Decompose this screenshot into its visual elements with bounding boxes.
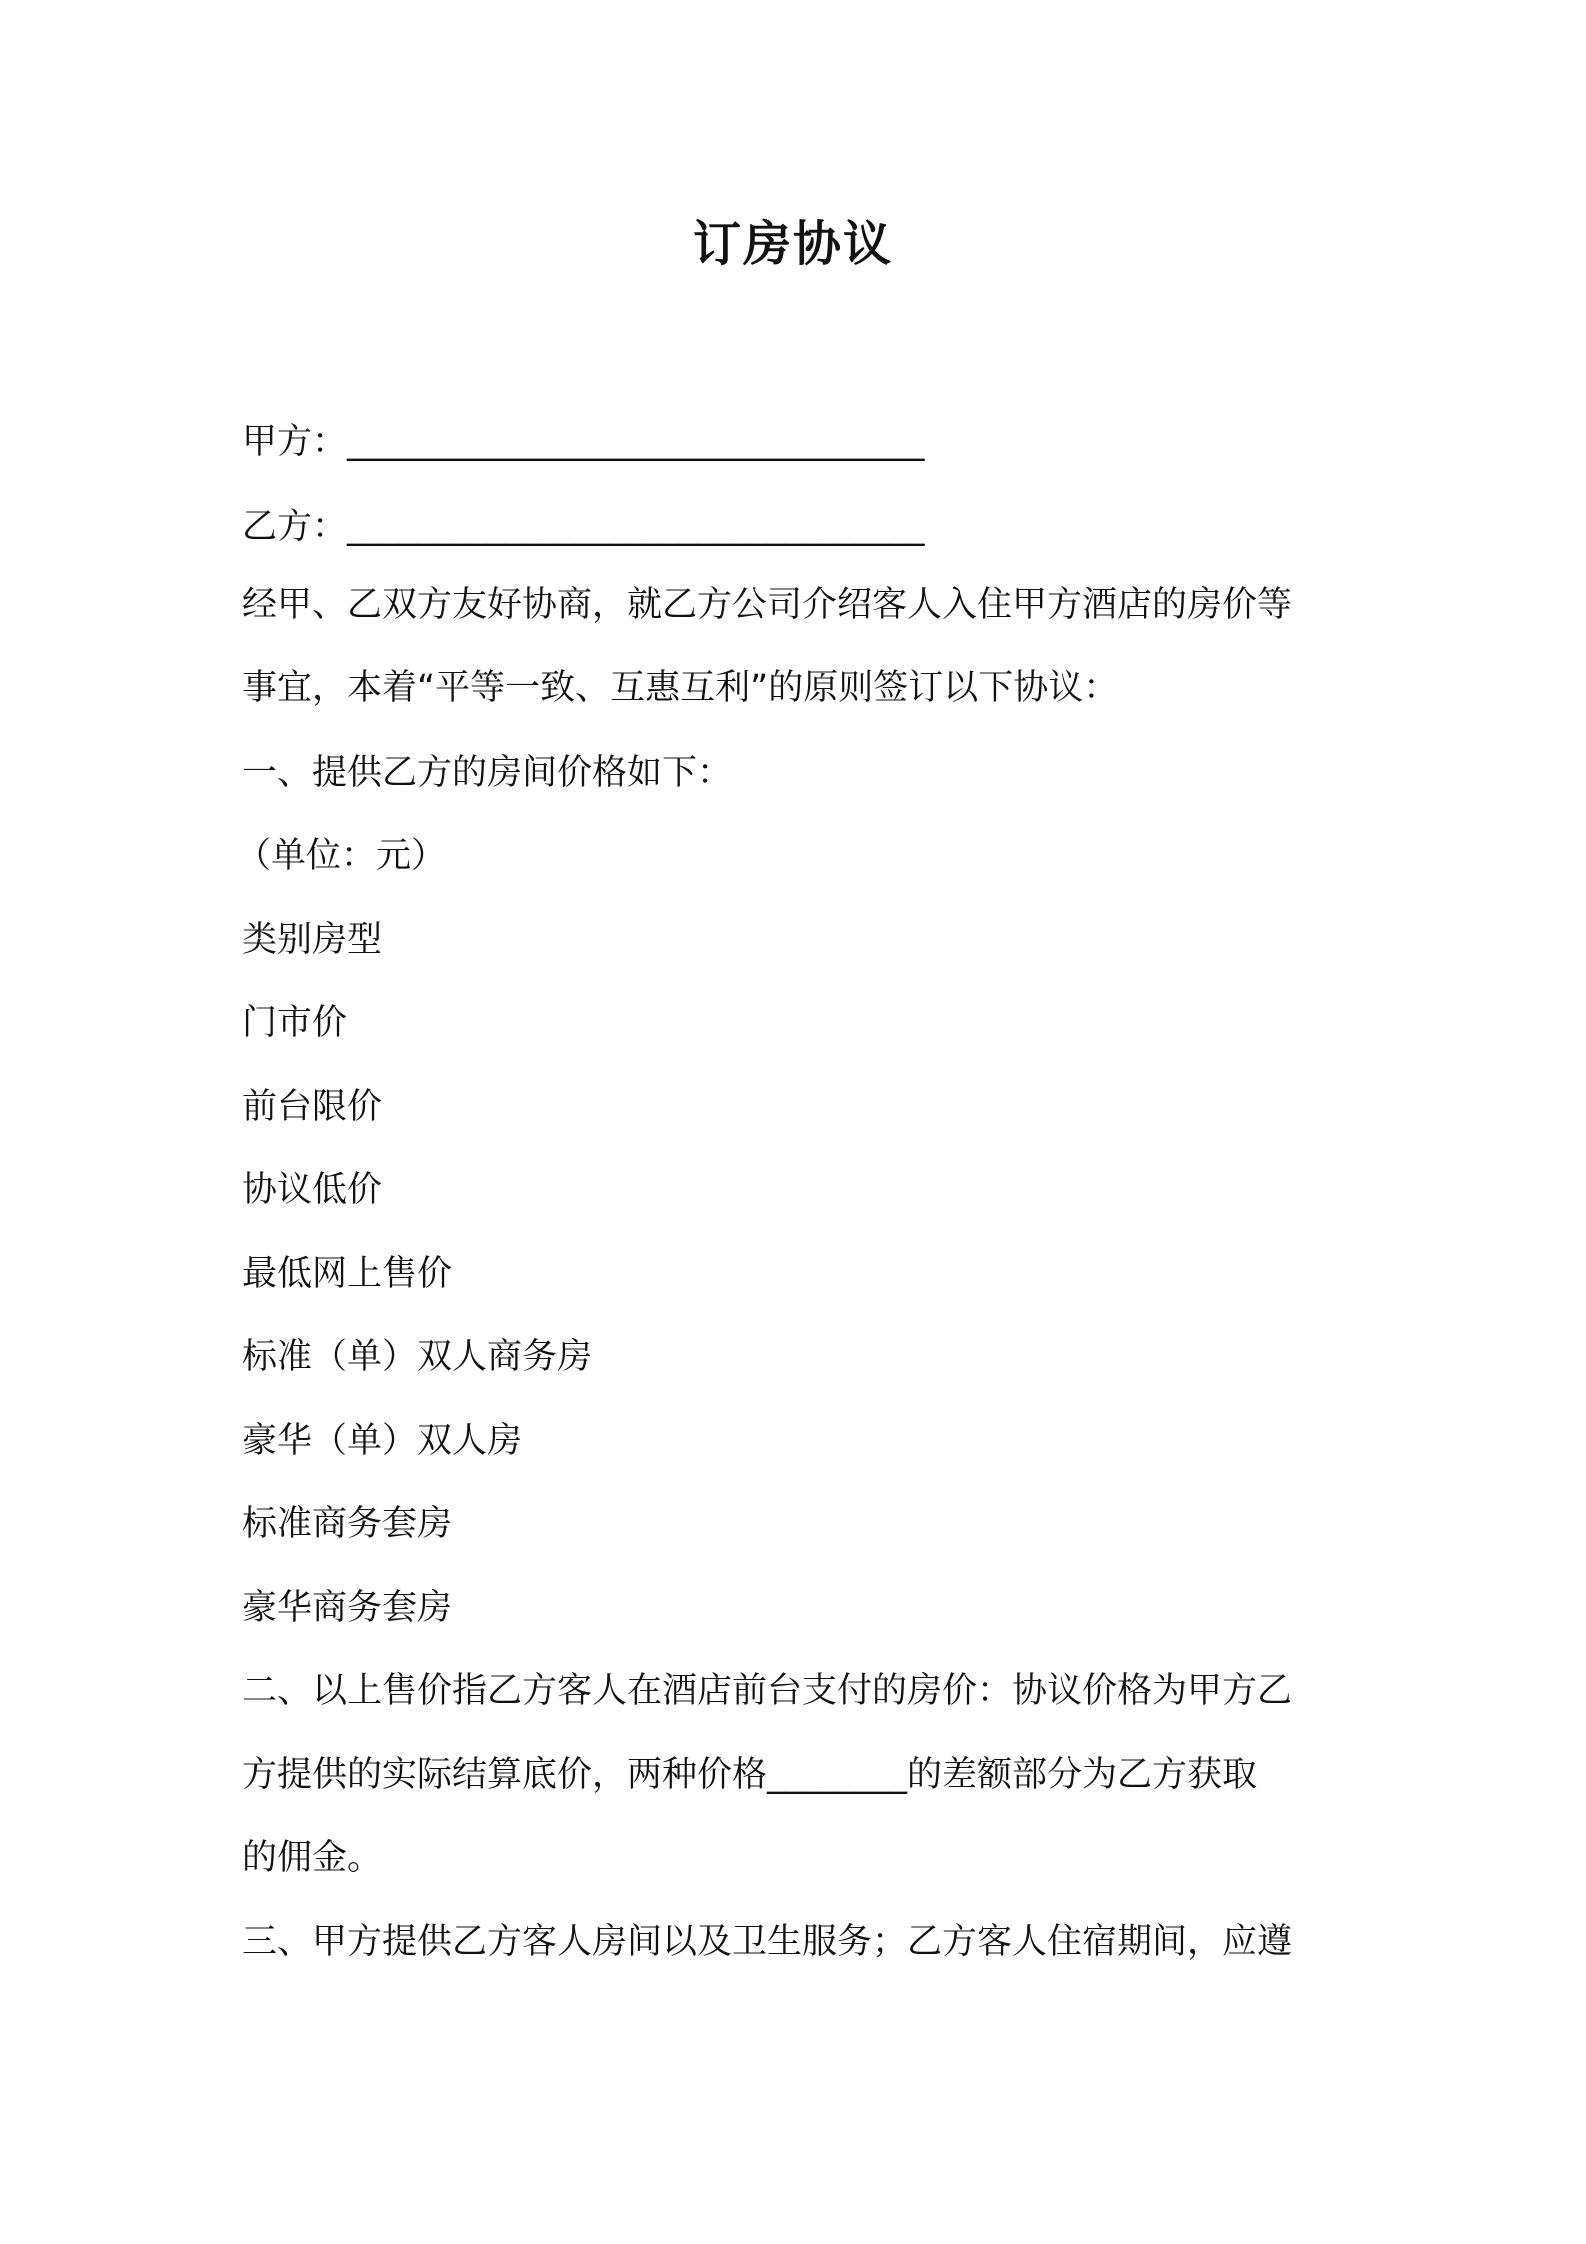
room-type-row: 豪华商务套房 <box>242 1588 453 1628</box>
room-type-row: 豪华（单）双人房 <box>242 1421 523 1461</box>
party-b-line: 乙方：_________________________________ <box>242 507 925 547</box>
room-type-row: 标准（单）双人商务房 <box>242 1337 593 1377</box>
section-two-line: 二、以上售价指乙方客人在酒店前台支付的房价：协议价格为甲方乙 <box>242 1671 1293 1711</box>
table-header-cell: 类别房型 <box>242 920 383 960</box>
section-two-line: 方提供的实际结算底价，两种价格________的差额部分为乙方获取 <box>242 1755 1258 1795</box>
document-title: 订房协议 <box>692 216 893 272</box>
section-three-line: 三、甲方提供乙方客人房间以及卫生服务；乙方客人住宿期间，应遵 <box>242 1922 1293 1962</box>
section-one-heading: 一、提供乙方的房间价格如下： <box>242 753 733 793</box>
table-header-cell: 前台限价 <box>242 1087 383 1127</box>
intro-paragraph-line: 事宜，本着“平等一致、互惠互利”的原则签订以下协议： <box>242 668 1119 708</box>
table-header-cell: 协议低价 <box>242 1170 383 1210</box>
table-header-cell: 最低网上售价 <box>242 1254 453 1294</box>
unit-note: （单位：元） <box>236 836 447 876</box>
section-two-line: 的佣金。 <box>242 1838 383 1878</box>
room-type-row: 标准商务套房 <box>242 1504 453 1544</box>
table-header-cell: 门市价 <box>242 1003 348 1043</box>
intro-paragraph-line: 经甲、乙双方友好协商，就乙方公司介绍客人入住甲方酒店的房价等 <box>242 585 1293 625</box>
party-a-line: 甲方：_________________________________ <box>242 422 925 462</box>
